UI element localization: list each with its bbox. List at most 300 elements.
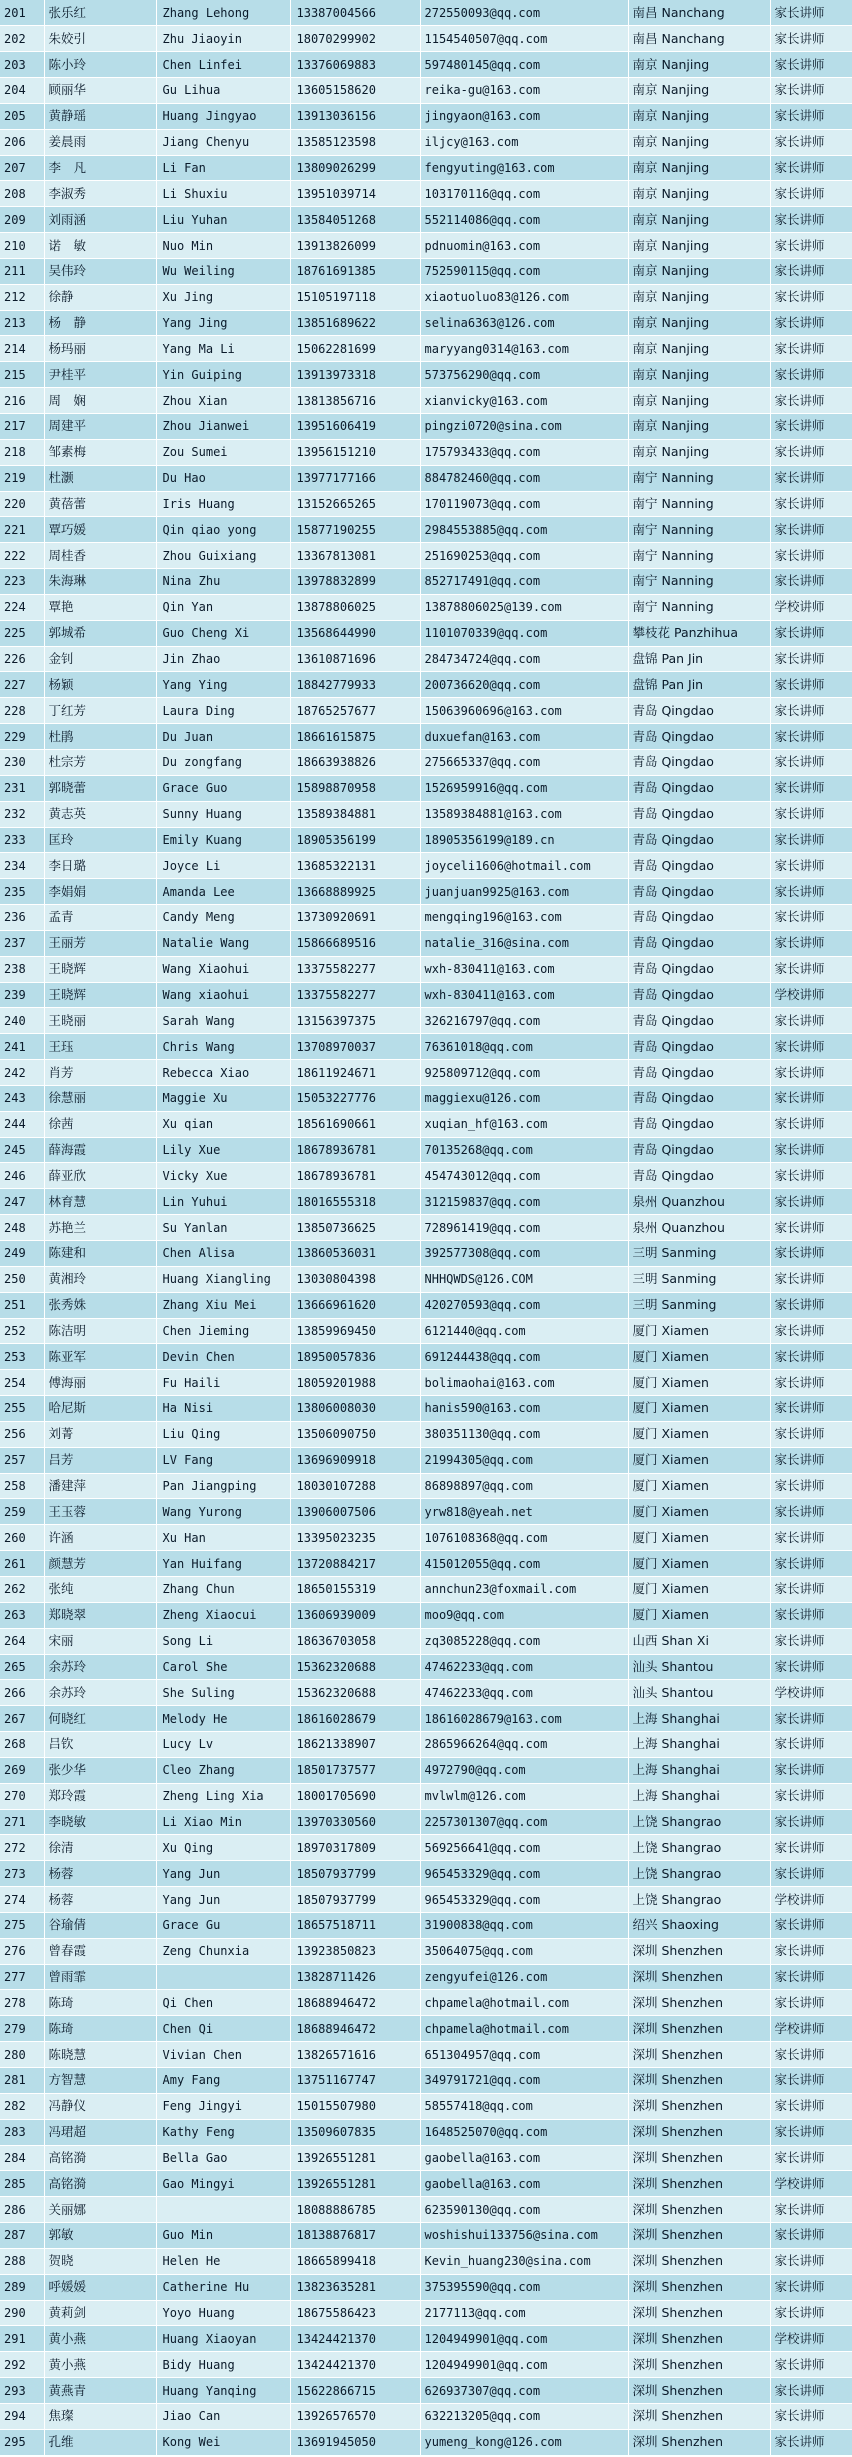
table-row bbox=[0, 2042, 852, 2068]
table-row bbox=[0, 1551, 852, 1577]
table-row bbox=[0, 1706, 852, 1732]
row-number: 210 bbox=[0, 233, 44, 259]
chinese-name: 张纯 bbox=[44, 1576, 156, 1602]
table-row bbox=[0, 956, 852, 982]
english-name: Laura Ding bbox=[156, 698, 290, 724]
email-address: 349791721@qq.com bbox=[420, 2068, 628, 2094]
chinese-name: 陈亚军 bbox=[44, 1344, 156, 1370]
chinese-name: 杨 静 bbox=[44, 310, 156, 336]
row-number: 213 bbox=[0, 310, 44, 336]
lecturer-role: 家长讲师 bbox=[770, 181, 852, 207]
chinese-name: 冯珺超 bbox=[44, 2119, 156, 2145]
chinese-name: 徐静 bbox=[44, 284, 156, 310]
chinese-name: 黄静瑶 bbox=[44, 103, 156, 129]
english-name: Fu Haili bbox=[156, 1370, 290, 1396]
lecturer-role: 家长讲师 bbox=[770, 1835, 852, 1861]
table-row bbox=[0, 1602, 852, 1628]
email-address: 884782460@qq.com bbox=[420, 465, 628, 491]
phone-number: 13751167747 bbox=[290, 2068, 420, 2094]
phone-number: 13152665265 bbox=[290, 491, 420, 517]
phone-number: 13585123598 bbox=[290, 129, 420, 155]
row-number: 218 bbox=[0, 439, 44, 465]
row-number: 254 bbox=[0, 1370, 44, 1396]
email-address: jingyaon@163.com bbox=[420, 103, 628, 129]
city: 青岛 Qingdao bbox=[628, 956, 770, 982]
chinese-name: 宋丽 bbox=[44, 1628, 156, 1654]
city: 深圳 Shenzhen bbox=[628, 2119, 770, 2145]
email-address: 18905356199@189.cn bbox=[420, 827, 628, 853]
lecturer-role: 家长讲师 bbox=[770, 2093, 852, 2119]
lecturer-role: 家长讲师 bbox=[770, 2197, 852, 2223]
phone-number: 18030107288 bbox=[290, 1473, 420, 1499]
email-address: 375395590@qq.com bbox=[420, 2274, 628, 2300]
chinese-name: 姜晨雨 bbox=[44, 129, 156, 155]
email-address: 58557418@qq.com bbox=[420, 2093, 628, 2119]
english-name: Grace Guo bbox=[156, 775, 290, 801]
chinese-name: 徐茜 bbox=[44, 1111, 156, 1137]
chinese-name: 郑晓翠 bbox=[44, 1602, 156, 1628]
row-number: 221 bbox=[0, 517, 44, 543]
table-row bbox=[0, 1241, 852, 1267]
phone-number: 13156397375 bbox=[290, 1008, 420, 1034]
lecturer-role: 学校讲师 bbox=[770, 1680, 852, 1706]
chinese-name: 黄莉剑 bbox=[44, 2300, 156, 2326]
chinese-name: 杨颖 bbox=[44, 672, 156, 698]
city: 上海 Shanghai bbox=[628, 1783, 770, 1809]
english-name: Wang Yurong bbox=[156, 1499, 290, 1525]
english-name: Zhou Xian bbox=[156, 388, 290, 414]
english-name: Catherine Hu bbox=[156, 2274, 290, 2300]
table-row bbox=[0, 1318, 852, 1344]
row-number: 201 bbox=[0, 0, 44, 26]
chinese-name: 郭敏 bbox=[44, 2223, 156, 2249]
lecturer-role: 家长讲师 bbox=[770, 2068, 852, 2094]
row-number: 223 bbox=[0, 569, 44, 595]
table-row bbox=[0, 181, 852, 207]
chinese-name: 尹桂平 bbox=[44, 362, 156, 388]
chinese-name: 哈尼斯 bbox=[44, 1396, 156, 1422]
english-name: Ha Nisi bbox=[156, 1396, 290, 1422]
english-name: Grace Gu bbox=[156, 1912, 290, 1938]
english-name: Zhou Guixiang bbox=[156, 543, 290, 569]
english-name: Guo Min bbox=[156, 2223, 290, 2249]
phone-number: 13424421370 bbox=[290, 2352, 420, 2378]
email-address: 272550093@qq.com bbox=[420, 0, 628, 26]
english-name: Bella Gao bbox=[156, 2145, 290, 2171]
lecturer-role: 家长讲师 bbox=[770, 439, 852, 465]
table-row bbox=[0, 749, 852, 775]
table-row bbox=[0, 724, 852, 750]
chinese-name: 李日璐 bbox=[44, 853, 156, 879]
phone-number: 13823635281 bbox=[290, 2274, 420, 2300]
phone-number: 13606939009 bbox=[290, 1602, 420, 1628]
email-address: pdnuomin@163.com bbox=[420, 233, 628, 259]
row-number: 255 bbox=[0, 1396, 44, 1422]
row-number: 214 bbox=[0, 336, 44, 362]
city: 深圳 Shenzhen bbox=[628, 2171, 770, 2197]
table-row bbox=[0, 1680, 852, 1706]
table-row bbox=[0, 517, 852, 543]
chinese-name: 杜灏 bbox=[44, 465, 156, 491]
city: 南京 Nanjing bbox=[628, 284, 770, 310]
table-row bbox=[0, 930, 852, 956]
email-address: wxh-830411@163.com bbox=[420, 982, 628, 1008]
english-name bbox=[156, 1964, 290, 1990]
phone-number: 13978832899 bbox=[290, 569, 420, 595]
city: 深圳 Shenzhen bbox=[628, 2042, 770, 2068]
row-number: 244 bbox=[0, 1111, 44, 1137]
email-address: xiaotuoluo83@126.com bbox=[420, 284, 628, 310]
phone-number: 13610871696 bbox=[290, 646, 420, 672]
city: 深圳 Shenzhen bbox=[628, 2326, 770, 2352]
english-name: Huang Xiangling bbox=[156, 1266, 290, 1292]
lecturer-role: 家长讲师 bbox=[770, 2300, 852, 2326]
phone-number: 13859969450 bbox=[290, 1318, 420, 1344]
city: 三明 Sanming bbox=[628, 1266, 770, 1292]
lecturer-role: 家长讲师 bbox=[770, 414, 852, 440]
email-address: gaobella@163.com bbox=[420, 2145, 628, 2171]
chinese-name: 张乐红 bbox=[44, 0, 156, 26]
english-name: Du Juan bbox=[156, 724, 290, 750]
phone-number: 18616028679 bbox=[290, 1706, 420, 1732]
city: 南宁 Nanning bbox=[628, 543, 770, 569]
lecturer-role: 家长讲师 bbox=[770, 78, 852, 104]
lecturer-role: 家长讲师 bbox=[770, 672, 852, 698]
city: 上饶 Shangrao bbox=[628, 1835, 770, 1861]
city: 上饶 Shangrao bbox=[628, 1887, 770, 1913]
phone-number: 13506090750 bbox=[290, 1421, 420, 1447]
email-address: 632213205@qq.com bbox=[420, 2403, 628, 2429]
lecturer-role: 家长讲师 bbox=[770, 1421, 852, 1447]
lecturer-role: 家长讲师 bbox=[770, 827, 852, 853]
table-row bbox=[0, 362, 852, 388]
lecturer-role: 家长讲师 bbox=[770, 1654, 852, 1680]
english-name: Chen Jieming bbox=[156, 1318, 290, 1344]
email-address: 47462233@qq.com bbox=[420, 1654, 628, 1680]
row-number: 260 bbox=[0, 1525, 44, 1551]
phone-number: 13826571616 bbox=[290, 2042, 420, 2068]
row-number: 257 bbox=[0, 1447, 44, 1473]
city: 山西 Shan Xi bbox=[628, 1628, 770, 1654]
row-number: 258 bbox=[0, 1473, 44, 1499]
city: 青岛 Qingdao bbox=[628, 827, 770, 853]
table-row bbox=[0, 207, 852, 233]
row-number: 290 bbox=[0, 2300, 44, 2326]
phone-number: 18501737577 bbox=[290, 1757, 420, 1783]
lecturer-role: 家长讲师 bbox=[770, 2248, 852, 2274]
lecturer-role: 家长讲师 bbox=[770, 517, 852, 543]
phone-number: 18507937799 bbox=[290, 1861, 420, 1887]
lecturer-role: 家长讲师 bbox=[770, 543, 852, 569]
chinese-name: 周 娴 bbox=[44, 388, 156, 414]
english-name: Qi Chen bbox=[156, 1990, 290, 2016]
city: 盘锦 Pan Jin bbox=[628, 672, 770, 698]
lecturer-role: 家长讲师 bbox=[770, 284, 852, 310]
lecturer-role: 家长讲师 bbox=[770, 1861, 852, 1887]
email-address: 691244438@qq.com bbox=[420, 1344, 628, 1370]
city: 南宁 Nanning bbox=[628, 465, 770, 491]
phone-number: 13913973318 bbox=[290, 362, 420, 388]
row-number: 202 bbox=[0, 26, 44, 52]
chinese-name: 覃巧媛 bbox=[44, 517, 156, 543]
table-row bbox=[0, 310, 852, 336]
chinese-name: 薛海霞 bbox=[44, 1137, 156, 1163]
email-address: 18616028679@163.com bbox=[420, 1706, 628, 1732]
table-row bbox=[0, 569, 852, 595]
lecturer-role: 家长讲师 bbox=[770, 2378, 852, 2404]
chinese-name: 王晓辉 bbox=[44, 956, 156, 982]
english-name: Zhang Lehong bbox=[156, 0, 290, 26]
lecturer-role: 家长讲师 bbox=[770, 1163, 852, 1189]
lecturer-role: 家长讲师 bbox=[770, 1266, 852, 1292]
phone-number: 18842779933 bbox=[290, 672, 420, 698]
row-number: 217 bbox=[0, 414, 44, 440]
chinese-name: 肖芳 bbox=[44, 1060, 156, 1086]
english-name: Li Shuxiu bbox=[156, 181, 290, 207]
chinese-name: 孟青 bbox=[44, 905, 156, 931]
english-name: Kathy Feng bbox=[156, 2119, 290, 2145]
lecturer-role: 家长讲师 bbox=[770, 1912, 852, 1938]
english-name: Lucy Lv bbox=[156, 1732, 290, 1758]
lecturer-role: 家长讲师 bbox=[770, 2042, 852, 2068]
row-number: 268 bbox=[0, 1732, 44, 1758]
table-row bbox=[0, 1783, 852, 1809]
lecturer-role: 家长讲师 bbox=[770, 1318, 852, 1344]
english-name: Guo Cheng Xi bbox=[156, 620, 290, 646]
table-row bbox=[0, 1912, 852, 1938]
email-address: 6121440@qq.com bbox=[420, 1318, 628, 1344]
table-row bbox=[0, 2171, 852, 2197]
row-number: 224 bbox=[0, 594, 44, 620]
table-row bbox=[0, 1137, 852, 1163]
table-row bbox=[0, 388, 852, 414]
email-address: 13589384881@163.com bbox=[420, 801, 628, 827]
phone-number: 13977177166 bbox=[290, 465, 420, 491]
email-address: 1204949901@qq.com bbox=[420, 2326, 628, 2352]
row-number: 239 bbox=[0, 982, 44, 1008]
table-row bbox=[0, 1189, 852, 1215]
english-name: Xu Qing bbox=[156, 1835, 290, 1861]
email-address: 420270593@qq.com bbox=[420, 1292, 628, 1318]
row-number: 263 bbox=[0, 1602, 44, 1628]
lecturer-role: 家长讲师 bbox=[770, 258, 852, 284]
phone-number: 18059201988 bbox=[290, 1370, 420, 1396]
chinese-name: 郭晓蕾 bbox=[44, 775, 156, 801]
lecturer-role: 学校讲师 bbox=[770, 2171, 852, 2197]
table-row bbox=[0, 1990, 852, 2016]
table-row bbox=[0, 1964, 852, 1990]
chinese-name: 谷瑜倩 bbox=[44, 1912, 156, 1938]
english-name: Xu qian bbox=[156, 1111, 290, 1137]
city: 厦门 Xiamen bbox=[628, 1344, 770, 1370]
city: 汕头 Shantou bbox=[628, 1654, 770, 1680]
lecturer-role: 家长讲师 bbox=[770, 1628, 852, 1654]
city: 南京 Nanjing bbox=[628, 103, 770, 129]
table-row bbox=[0, 78, 852, 104]
email-address: duxuefan@163.com bbox=[420, 724, 628, 750]
english-name: LV Fang bbox=[156, 1447, 290, 1473]
phone-number: 13951606419 bbox=[290, 414, 420, 440]
email-address: selina6363@126.com bbox=[420, 310, 628, 336]
lecturer-role: 家长讲师 bbox=[770, 0, 852, 26]
chinese-name: 顾丽华 bbox=[44, 78, 156, 104]
email-address: NHHQWDS@126.COM bbox=[420, 1266, 628, 1292]
phone-number: 18663938826 bbox=[290, 749, 420, 775]
english-name: Su Yanlan bbox=[156, 1215, 290, 1241]
row-number: 219 bbox=[0, 465, 44, 491]
city: 南京 Nanjing bbox=[628, 362, 770, 388]
english-name: Pan Jiangping bbox=[156, 1473, 290, 1499]
chinese-name: 曾雨霏 bbox=[44, 1964, 156, 1990]
row-number: 261 bbox=[0, 1551, 44, 1577]
phone-number: 13956151210 bbox=[290, 439, 420, 465]
row-number: 240 bbox=[0, 1008, 44, 1034]
chinese-name: 诺 敏 bbox=[44, 233, 156, 259]
lecturer-role: 家长讲师 bbox=[770, 1602, 852, 1628]
english-name: Bidy Huang bbox=[156, 2352, 290, 2378]
table-row bbox=[0, 2274, 852, 2300]
phone-number: 13813856716 bbox=[290, 388, 420, 414]
table-row bbox=[0, 2223, 852, 2249]
row-number: 216 bbox=[0, 388, 44, 414]
chinese-name: 李娟娟 bbox=[44, 879, 156, 905]
table-row bbox=[0, 336, 852, 362]
row-number: 279 bbox=[0, 2016, 44, 2042]
email-address: 2984553885@qq.com bbox=[420, 517, 628, 543]
chinese-name: 王晓丽 bbox=[44, 1008, 156, 1034]
row-number: 245 bbox=[0, 1137, 44, 1163]
chinese-name: 李 凡 bbox=[44, 155, 156, 181]
english-name: Amanda Lee bbox=[156, 879, 290, 905]
lecturer-role: 家长讲师 bbox=[770, 2352, 852, 2378]
phone-number: 13926576570 bbox=[290, 2403, 420, 2429]
email-address: woshishui133756@sina.com bbox=[420, 2223, 628, 2249]
email-address: 1101070339@qq.com bbox=[420, 620, 628, 646]
lecturer-role: 家长讲师 bbox=[770, 853, 852, 879]
table-row bbox=[0, 1292, 852, 1318]
city: 青岛 Qingdao bbox=[628, 775, 770, 801]
english-name: Chen Qi bbox=[156, 2016, 290, 2042]
row-number: 205 bbox=[0, 103, 44, 129]
table-row bbox=[0, 439, 852, 465]
phone-number: 18665899418 bbox=[290, 2248, 420, 2274]
city: 青岛 Qingdao bbox=[628, 853, 770, 879]
row-number: 228 bbox=[0, 698, 44, 724]
city: 青岛 Qingdao bbox=[628, 749, 770, 775]
city: 汕头 Shantou bbox=[628, 1680, 770, 1706]
row-number: 238 bbox=[0, 956, 44, 982]
email-address: 251690253@qq.com bbox=[420, 543, 628, 569]
table-row bbox=[0, 0, 852, 26]
lecturer-role: 家长讲师 bbox=[770, 2223, 852, 2249]
phone-number: 18675586423 bbox=[290, 2300, 420, 2326]
english-name: Sarah Wang bbox=[156, 1008, 290, 1034]
lecturer-role: 家长讲师 bbox=[770, 801, 852, 827]
email-address: fengyuting@163.com bbox=[420, 155, 628, 181]
phone-number: 15877190255 bbox=[290, 517, 420, 543]
lecturer-role: 家长讲师 bbox=[770, 1706, 852, 1732]
email-address: wxh-830411@163.com bbox=[420, 956, 628, 982]
city: 南京 Nanjing bbox=[628, 414, 770, 440]
email-address: 752590115@qq.com bbox=[420, 258, 628, 284]
english-name: Jin Zhao bbox=[156, 646, 290, 672]
phone-number: 18950057836 bbox=[290, 1344, 420, 1370]
phone-number: 15866689516 bbox=[290, 930, 420, 956]
table-row bbox=[0, 1628, 852, 1654]
lecturer-role: 家长讲师 bbox=[770, 310, 852, 336]
table-row bbox=[0, 982, 852, 1008]
email-address: 2865966264@qq.com bbox=[420, 1732, 628, 1758]
phone-number: 13605158620 bbox=[290, 78, 420, 104]
email-address: 1526959916@qq.com bbox=[420, 775, 628, 801]
chinese-name: 冯静仪 bbox=[44, 2093, 156, 2119]
chinese-name: 刘菁 bbox=[44, 1421, 156, 1447]
row-number: 286 bbox=[0, 2197, 44, 2223]
city: 深圳 Shenzhen bbox=[628, 2300, 770, 2326]
table-row bbox=[0, 1938, 852, 1964]
email-address: 175793433@qq.com bbox=[420, 439, 628, 465]
phone-number: 13030804398 bbox=[290, 1266, 420, 1292]
email-address: yrw818@yeah.net bbox=[420, 1499, 628, 1525]
lecturer-role: 家长讲师 bbox=[770, 1938, 852, 1964]
english-name: Sunny Huang bbox=[156, 801, 290, 827]
table-row bbox=[0, 775, 852, 801]
lecturer-role: 家长讲师 bbox=[770, 2429, 852, 2455]
city: 南京 Nanjing bbox=[628, 310, 770, 336]
chinese-name: 刘雨涵 bbox=[44, 207, 156, 233]
phone-number: 13589384881 bbox=[290, 801, 420, 827]
row-number: 209 bbox=[0, 207, 44, 233]
phone-number: 18657518711 bbox=[290, 1912, 420, 1938]
city: 南京 Nanjing bbox=[628, 52, 770, 78]
table-row bbox=[0, 646, 852, 672]
english-name: Jiao Can bbox=[156, 2403, 290, 2429]
english-name: Yang Jing bbox=[156, 310, 290, 336]
city: 深圳 Shenzhen bbox=[628, 1990, 770, 2016]
email-address: bolimaohai@163.com bbox=[420, 1370, 628, 1396]
city: 厦门 Xiamen bbox=[628, 1602, 770, 1628]
email-address: Kevin_huang230@sina.com bbox=[420, 2248, 628, 2274]
email-address: yumeng_kong@126.com bbox=[420, 2429, 628, 2455]
phone-number: 18016555318 bbox=[290, 1189, 420, 1215]
lecturer-role: 家长讲师 bbox=[770, 1241, 852, 1267]
table-row bbox=[0, 879, 852, 905]
english-name: Amy Fang bbox=[156, 2068, 290, 2094]
row-number: 220 bbox=[0, 491, 44, 517]
row-number: 284 bbox=[0, 2145, 44, 2171]
english-name: Chen Alisa bbox=[156, 1241, 290, 1267]
chinese-name: 呼媛媛 bbox=[44, 2274, 156, 2300]
chinese-name: 黄小燕 bbox=[44, 2326, 156, 2352]
english-name: Zou Sumei bbox=[156, 439, 290, 465]
phone-number: 18070299902 bbox=[290, 26, 420, 52]
city: 青岛 Qingdao bbox=[628, 982, 770, 1008]
city: 南京 Nanjing bbox=[628, 207, 770, 233]
phone-number: 13913826099 bbox=[290, 233, 420, 259]
email-address: maryyang0314@163.com bbox=[420, 336, 628, 362]
row-number: 233 bbox=[0, 827, 44, 853]
phone-number: 15105197118 bbox=[290, 284, 420, 310]
email-address: 2257301307@qq.com bbox=[420, 1809, 628, 1835]
chinese-name: 王珏 bbox=[44, 1034, 156, 1060]
email-address: xuqian_hf@163.com bbox=[420, 1111, 628, 1137]
row-number: 270 bbox=[0, 1783, 44, 1809]
row-number: 278 bbox=[0, 1990, 44, 2016]
chinese-name: 黄蓓蕾 bbox=[44, 491, 156, 517]
email-address: 454743012@qq.com bbox=[420, 1163, 628, 1189]
email-address: hanis590@163.com bbox=[420, 1396, 628, 1422]
city: 南京 Nanjing bbox=[628, 181, 770, 207]
